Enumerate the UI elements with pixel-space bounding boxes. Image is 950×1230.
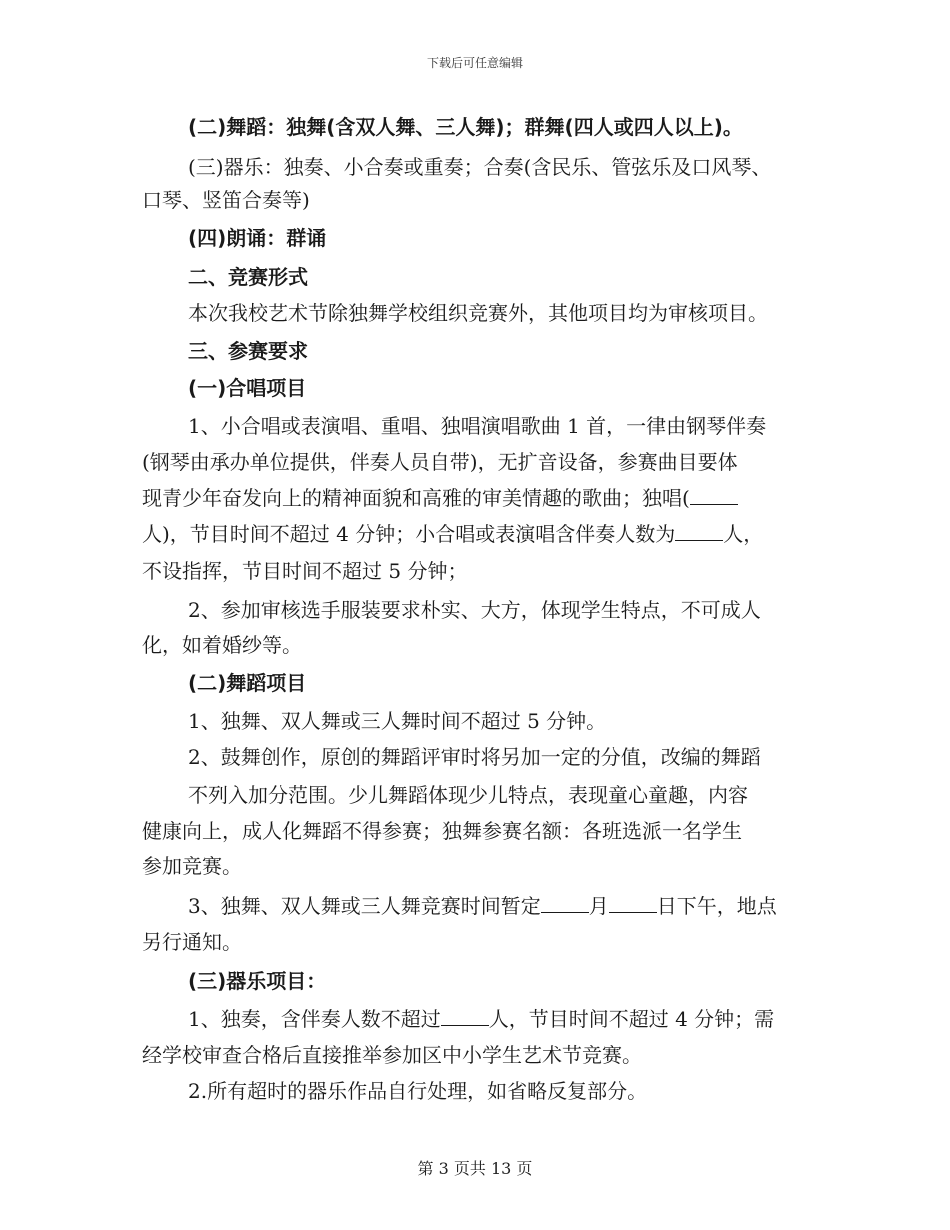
line-instrument-category-cont: 口琴、竖笛合奏等) xyxy=(142,188,310,212)
dance-item-1: 1、独舞、双人舞或三人舞时间不超过 5 分钟。 xyxy=(188,709,607,733)
instrumental-line-text: 1、独奏，含伴奏人数不超过 xyxy=(188,1007,441,1031)
line-recitation-category: (四)朗诵：群诵 xyxy=(188,226,327,250)
line-dance-category: (二)舞蹈：独舞(含双人舞、三人舞)；群舞(四人或四人以上)。 xyxy=(188,115,743,139)
heading-instrumental: (三)器乐项目： xyxy=(188,969,327,993)
chorus-item-2-cont: 化，如着婚纱等。 xyxy=(142,633,302,657)
chorus-item-1-cont xyxy=(142,521,763,547)
fill-blank xyxy=(609,894,657,913)
dance-item-3 xyxy=(188,893,777,919)
dance-item-2-cont: 参加竞赛。 xyxy=(142,854,242,878)
dance-item-2-cont: 健康向上，成人化舞蹈不得参赛；独舞参赛名额：各班选派一名学生 xyxy=(142,819,742,843)
chorus-line-text: 现青少年奋发向上的精神面貌和高雅的审美情趣的歌曲；独唱( xyxy=(142,486,690,510)
fill-blank xyxy=(541,894,589,913)
line-instrument-category: (三)器乐：独奏、小合奏或重奏；合奏(含民乐、管弦乐及口风琴、 xyxy=(188,155,772,179)
dance-item-2-cont: 不列入加分范围。少儿舞蹈体现少儿特点，表现童心童趣，内容 xyxy=(188,783,748,807)
heading-dance: (二)舞蹈项目 xyxy=(188,671,307,695)
line-competition-format: 本次我校艺术节除独舞学校组织竞赛外，其他项目均为审核项目。 xyxy=(188,301,768,325)
chorus-item-1-cont xyxy=(142,485,738,511)
instrumental-item-2: 2.所有超时的器乐作品自行处理，如省略反复部分。 xyxy=(188,1079,648,1103)
chorus-line-text: 人)，节目时间不超过 4 分钟；小合唱或表演唱含伴奏人数为 xyxy=(142,522,676,546)
fill-blank xyxy=(675,522,723,541)
heading-competition-format: 二、竞赛形式 xyxy=(188,265,308,289)
chorus-item-1-cont: (钢琴由承办单位提供，伴奏人员自带)，无扩音设备，参赛曲目要体 xyxy=(142,450,738,474)
heading-chorus: (一)合唱项目 xyxy=(188,376,307,400)
instrumental-item-1-cont: 经学校审查合格后直接推举参加区中小学生艺术节竞赛。 xyxy=(142,1043,642,1067)
dance-item-3-cont: 另行通知。 xyxy=(142,930,242,954)
chorus-item-1-cont: 不设指挥，节目时间不超过 5 分钟； xyxy=(142,559,468,583)
page-header: 下载后可任意编辑 xyxy=(426,56,523,70)
chorus-item-2: 2、参加审核选手服装要求朴实、大方，体现学生特点，不可成人 xyxy=(188,598,761,622)
dance-line-text: 日下午，地点 xyxy=(656,894,777,918)
heading-requirements: 三、参赛要求 xyxy=(188,339,308,363)
dance-item-2: 2、鼓舞创作，原创的舞蹈评审时将另加一定的分值，改编的舞蹈 xyxy=(188,745,761,769)
chorus-line-text: 人， xyxy=(723,522,764,546)
page-footer: 第 3 页共 13 页 xyxy=(417,1159,533,1178)
instrumental-item-1 xyxy=(188,1006,774,1032)
dance-line-text: 月 xyxy=(588,894,609,918)
fill-blank xyxy=(441,1007,489,1026)
fill-blank xyxy=(690,486,738,505)
dance-line-text: 3、独舞、双人舞或三人舞竞赛时间暂定 xyxy=(188,894,541,918)
chorus-item-1: 1、小合唱或表演唱、重唱、独唱演唱歌曲 1 首，一律由钢琴伴奏 xyxy=(188,414,767,438)
instrumental-line-text: 人，节目时间不超过 4 分钟；需 xyxy=(488,1007,775,1031)
